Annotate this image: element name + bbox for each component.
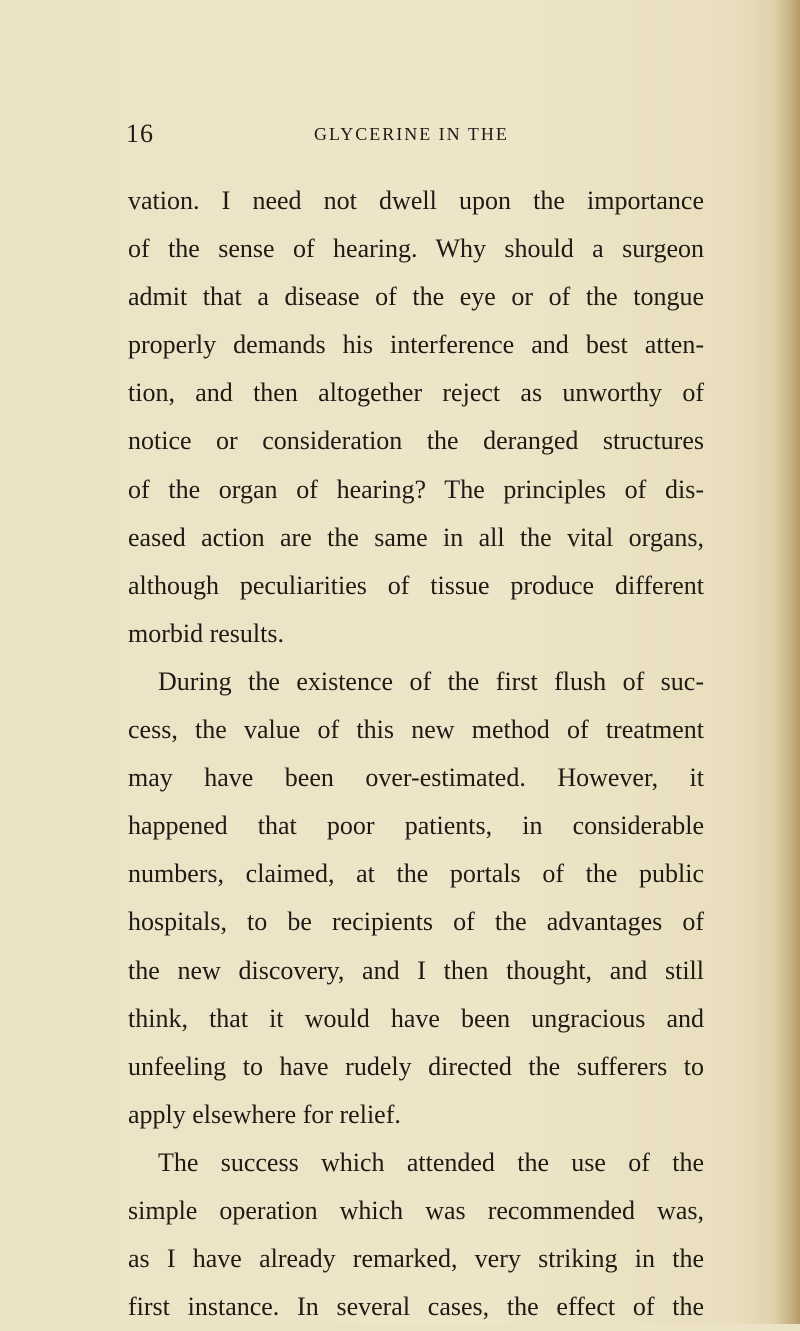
text-line: of the organ of hearing? The principles of dis-: [128, 474, 704, 504]
text-line: simple operation which was recommended was,: [128, 1195, 704, 1225]
page-edge-shadow: [774, 0, 800, 1324]
text-line: numbers, claimed, at the portals of the public: [128, 859, 704, 889]
text-line: although peculiarities of tissue produce different: [128, 570, 704, 600]
running-head: GLYCERINE IN THE: [314, 124, 509, 144]
page-header: [126, 119, 686, 155]
text-line: vation. I need not dwell upon the importance: [128, 186, 704, 215]
text-line: tion, and then altogether reject as unworthy of: [128, 378, 704, 408]
text-line: morbid results.: [128, 618, 284, 648]
text-line: think, that it would have been ungracious and: [128, 1003, 704, 1033]
text-line: eased action are the same in all the vital organs,: [128, 522, 704, 552]
text-line: of the sense of hearing. Why should a surgeon: [128, 234, 704, 264]
text-line: first instance. In several cases, the effect of the: [128, 1292, 704, 1322]
text-line: happened that poor patients, in considerable: [128, 811, 704, 841]
page-number: 16: [126, 119, 154, 148]
text-line: properly demands his interference and best atten-: [128, 330, 704, 360]
text-line: notice or consideration the deranged structures: [128, 426, 704, 456]
text-line: admit that a disease of the eye or of the tongue: [128, 282, 704, 312]
text-line: apply elsewhere for relief.: [128, 1099, 401, 1129]
text-line: the new discovery, and I then thought, and still: [128, 955, 704, 985]
text-line: The success which attended the use of the: [158, 1147, 704, 1177]
text-line: hospitals, to be recipients of the advantages of: [128, 907, 704, 937]
text-line: During the existence of the first flush of suc-: [158, 666, 704, 696]
text-line: cess, the value of this new method of treatment: [128, 715, 704, 745]
text-line: as I have already remarked, very striking in the: [128, 1244, 704, 1274]
text-line: may have been over-estimated. However, it: [128, 763, 704, 793]
text-line: unfeeling to have rudely directed the sufferers to: [128, 1051, 704, 1081]
body-text: [128, 177, 704, 1331]
